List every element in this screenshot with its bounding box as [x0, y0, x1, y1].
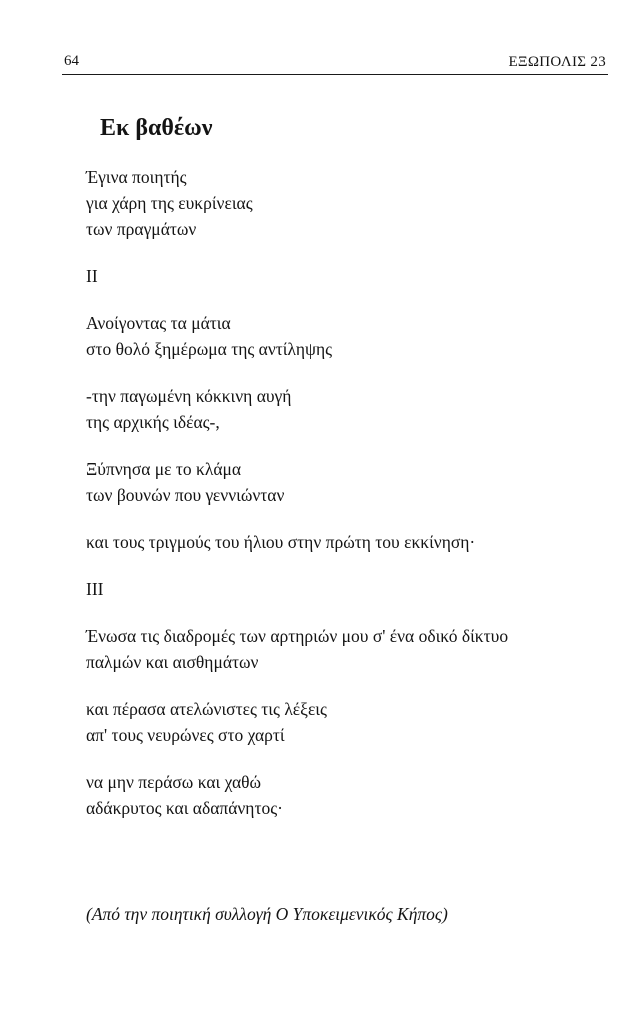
source-note: (Από την ποιητική συλλογή Ο Υποκειμενικός Κήπος)	[86, 904, 448, 924]
page-number: 64	[64, 53, 79, 69]
page-header	[62, 52, 608, 75]
poem-line: και τους τριγμούς του ήλιου στην πρώτη του εκκίνηση·	[86, 532, 476, 552]
poem-title: Εκ βαθέων	[100, 115, 213, 141]
poem-line: Ξύπνησα με το κλάμα	[86, 459, 242, 479]
poem-body	[86, 164, 606, 821]
stanza-break	[86, 675, 606, 696]
poem-line: παλμών και αισθημάτων	[86, 652, 259, 672]
stanza-break	[86, 289, 606, 310]
stanza-break	[86, 508, 606, 529]
poem-line: Έγινα ποιητής	[86, 167, 187, 187]
poem-line: απ' τους νευρώνες στο χαρτί	[86, 725, 285, 745]
poem-line: αδάκρυτος και αδαπάνητος·	[86, 798, 283, 818]
journal-name: ΕΞΩΠΟΛΙΣ 23	[508, 54, 606, 70]
poem-line: III	[86, 579, 104, 599]
poem-line: και πέρασα ατελώνιστες τις λέξεις	[86, 699, 327, 719]
poem-line: για χάρη της ευκρίνειας	[86, 193, 253, 213]
poem-line: Ένωσα τις διαδρομές των αρτηριών μου σ' ένα οδικό δίκτυο	[86, 626, 509, 646]
poem-line: της αρχικής ιδέας-,	[86, 412, 220, 432]
poem-line: II	[86, 266, 98, 286]
poem-line: στο θολό ξημέρωμα της αντίληψης	[86, 339, 333, 359]
stanza-break	[86, 555, 606, 576]
poem-line: των βουνών που γεννιώνταν	[86, 485, 285, 505]
poem-line: Ανοίγοντας τα μάτια	[86, 313, 231, 333]
stanza-break	[86, 602, 606, 623]
poem-line: -την παγωμένη κόκκινη αυγή	[86, 386, 292, 406]
stanza-break	[86, 242, 606, 263]
poem-line: να μην περάσω και χαθώ	[86, 772, 262, 792]
poem-line: των πραγμάτων	[86, 219, 197, 239]
stanza-break	[86, 748, 606, 769]
stanza-break	[86, 362, 606, 383]
stanza-break	[86, 435, 606, 456]
